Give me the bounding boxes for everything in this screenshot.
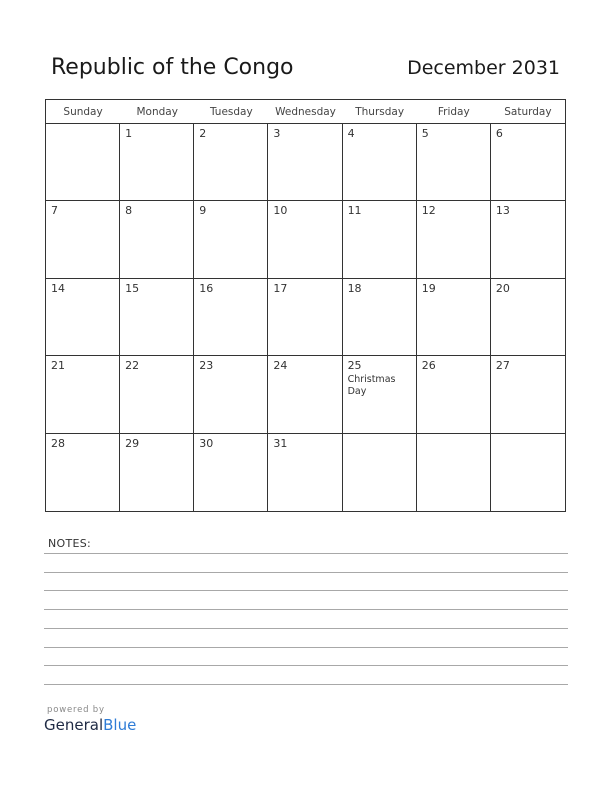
day-cell	[46, 434, 120, 511]
day-cell	[46, 279, 120, 356]
day-cell	[417, 201, 491, 278]
day-number: 10	[273, 204, 288, 218]
day-cell	[194, 356, 268, 433]
generalblue-logo	[44, 705, 136, 734]
note-line	[44, 609, 568, 610]
day-cell	[120, 434, 194, 511]
day-number: 17	[273, 281, 288, 295]
day-cell	[343, 434, 417, 511]
day-number: 11	[347, 204, 362, 218]
day-number: 22	[125, 359, 140, 373]
day-number: 25	[347, 359, 362, 373]
day-number: 31	[273, 436, 288, 450]
day-cell	[120, 201, 194, 278]
day-cell	[120, 279, 194, 356]
day-cell	[46, 201, 120, 278]
day-cell	[343, 201, 417, 278]
day-number: 1	[125, 127, 133, 140]
powered-by-text: powered by	[47, 705, 105, 715]
day-cell	[194, 434, 268, 511]
day-number: 12	[421, 204, 436, 218]
day-number: 13	[495, 204, 510, 218]
weekday-monday: Monday	[120, 100, 194, 124]
day-number: 29	[125, 436, 140, 450]
brand-general: General	[44, 716, 104, 734]
day-cell	[194, 279, 268, 356]
day-number: 23	[199, 359, 214, 373]
day-cell	[491, 124, 565, 201]
day-cell	[46, 124, 120, 201]
day-number: 15	[125, 281, 140, 295]
day-number: 20	[495, 281, 510, 295]
day-number: 18	[347, 281, 362, 295]
month-year-title: December 2031	[407, 57, 560, 79]
day-cell	[417, 124, 491, 201]
holiday-label: Christmas Day	[347, 374, 396, 398]
weekday-friday: Friday	[417, 100, 491, 124]
day-number: 4	[347, 127, 355, 140]
day-number: 21	[51, 359, 65, 373]
day-number: 16	[199, 281, 214, 295]
day-cell	[120, 124, 194, 201]
day-number: 14	[51, 281, 65, 295]
note-line	[44, 684, 568, 685]
note-line	[44, 628, 568, 629]
notes-label: NOTES:	[48, 537, 92, 550]
note-line	[44, 647, 568, 648]
day-cell	[343, 356, 417, 433]
day-cell	[417, 279, 491, 356]
day-cell	[417, 356, 491, 433]
weekday-saturday: Saturday	[491, 100, 565, 124]
day-number: 27	[495, 359, 510, 373]
day-number: 5	[421, 127, 429, 140]
day-number: 6	[495, 127, 503, 140]
day-number: 30	[199, 436, 214, 450]
day-cell	[491, 434, 565, 511]
day-cell	[343, 124, 417, 201]
day-number: 8	[125, 204, 133, 218]
day-number: 19	[421, 281, 436, 295]
brand-name	[44, 716, 136, 734]
calendar-grid	[45, 99, 566, 512]
day-cell	[491, 201, 565, 278]
day-number: 3	[273, 127, 281, 140]
day-cell	[268, 124, 342, 201]
day-cell	[194, 124, 268, 201]
day-number: 7	[51, 204, 58, 218]
day-number: 26	[421, 359, 436, 373]
day-cell	[46, 356, 120, 433]
day-number: 9	[199, 204, 207, 218]
note-line	[44, 572, 568, 573]
day-cell	[268, 201, 342, 278]
day-cell	[268, 434, 342, 511]
day-cell	[417, 434, 491, 511]
note-line	[44, 590, 568, 591]
day-number: 28	[51, 436, 65, 450]
day-cell	[268, 279, 342, 356]
weekday-wednesday: Wednesday	[268, 100, 342, 124]
note-line	[44, 665, 568, 666]
note-line	[44, 553, 568, 554]
brand-blue: Blue	[103, 716, 137, 734]
day-cell	[120, 356, 194, 433]
weekday-thursday: Thursday	[343, 100, 417, 124]
weekday-sunday: Sunday	[46, 100, 120, 124]
day-number: 2	[199, 127, 207, 140]
day-cell	[491, 279, 565, 356]
day-cell	[268, 356, 342, 433]
day-cell	[343, 279, 417, 356]
day-cell	[194, 201, 268, 278]
country-title: Republic of the Congo	[51, 55, 294, 80]
weekday-tuesday: Tuesday	[194, 100, 268, 124]
day-cell	[491, 356, 565, 433]
day-number: 24	[273, 359, 288, 373]
